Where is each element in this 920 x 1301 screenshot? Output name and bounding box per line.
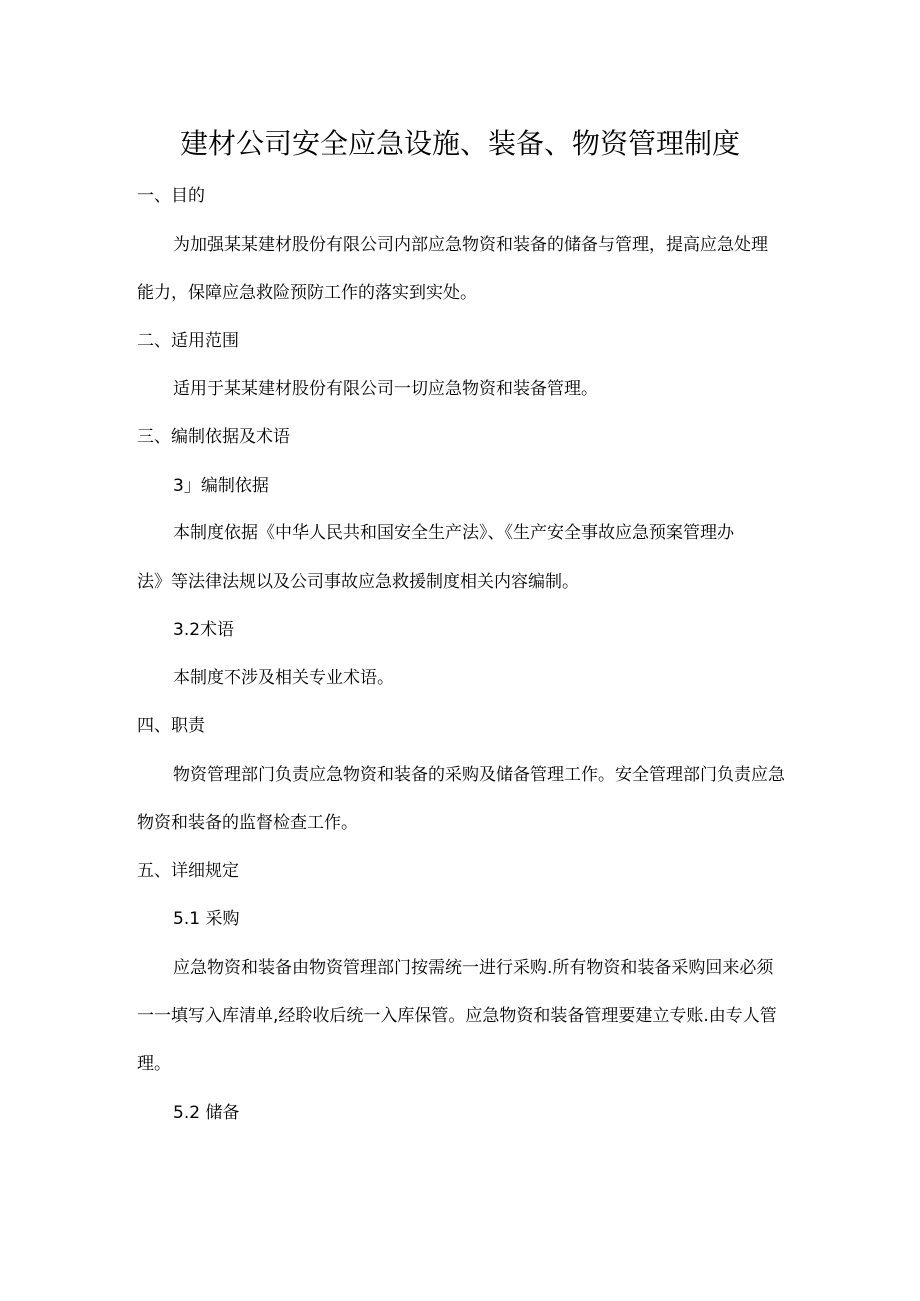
paragraph-line: 能力，保障应急救险预防工作的落实到实处。 (137, 283, 477, 303)
subsection-heading: 5.2 储备 (173, 1103, 240, 1123)
paragraph-line: 一一填写入库清单,经聆收后统一入库保管。应急物资和装备管理要建立专账.由专人管 (137, 1006, 777, 1026)
paragraph-line: 物资管理部门负责应急物资和装备的采购及储备管理工作。安全管理部门负责应急 (173, 765, 785, 785)
paragraph-line: 本制度依据《中华人民共和国安全生产法》、《生产安全事故应急预案管理办 (173, 523, 734, 543)
section-heading-rules: 五、详细规定 (137, 861, 239, 881)
paragraph-line: 法》等法律法规以及公司事故应急救援制度相关内容编制。 (137, 572, 579, 592)
paragraph-line: 理。 (137, 1054, 171, 1074)
document-title: 建材公司安全应急设施、装备、物资管理制度 (179, 127, 740, 160)
subsection-heading: 3.2术语 (173, 620, 235, 640)
section-heading-duties: 四、职责 (137, 716, 205, 736)
paragraph-line: 为加强某某建材股份有限公司内部应急物资和装备的储备与管理，提高应急处理 (173, 235, 768, 255)
paragraph-line: 物资和装备的监督检查工作。 (137, 813, 358, 833)
section-heading-basis: 三、编制依据及术语 (137, 427, 290, 447)
subsection-heading: 3」编制依据 (173, 476, 269, 496)
section-heading-purpose: 一、目的 (137, 186, 205, 206)
section-heading-scope: 二、适用范围 (137, 331, 239, 351)
paragraph-line: 应急物资和装备由物资管理部门按需统一进行采购.所有物资和装备采购回来必须 (173, 958, 774, 978)
paragraph-line: 本制度不涉及相关专业术语。 (173, 668, 394, 688)
paragraph-line: 适用于某某建材股份有限公司一切应急物资和装备管理。 (173, 379, 598, 399)
subsection-heading: 5.1 采购 (173, 909, 240, 929)
